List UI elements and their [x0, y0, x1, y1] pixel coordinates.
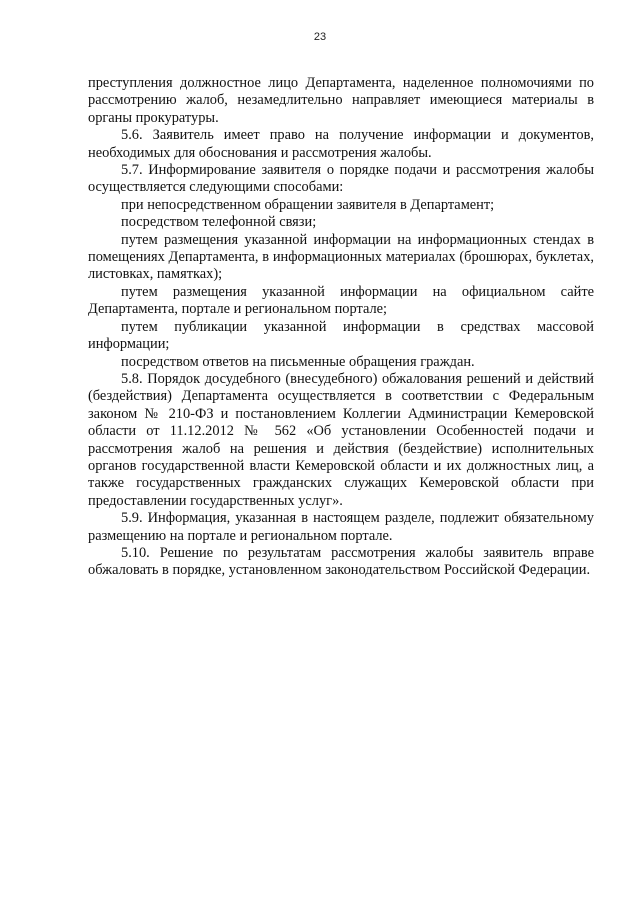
- document-body: [88, 75, 594, 580]
- list-item-direct-appeal: при непосредственном обращении заявителя в Департамент;: [121, 196, 495, 213]
- paragraph-5-6: 5.6. Заявитель имеет право на получение информации и документов, необходимых для обоснования и рассмотрения жалобы.: [88, 127, 594, 161]
- list-item-written-replies: посредством ответов на письменные обращения граждан.: [121, 353, 475, 370]
- list-item-mass-media: путем публикации указанной информации в средствах массовой информации;: [88, 318, 594, 353]
- paragraph-continuation: преступления должностное лицо Департамента, наделенное полномочиями по рассмотрению жалоб, незамедлительно направляет имеющиеся материалы в органы прокуратуры.: [88, 75, 594, 126]
- paragraph-5-7: 5.7. Информирование заявителя о порядке подачи и рассмотрения жалобы осуществляется следующими способами:: [88, 162, 594, 196]
- page-number: 23: [313, 31, 327, 43]
- paragraph-5-9: 5.9. Информация, указанная в настоящем разделе, подлежит обязательному размещению на портале и региональном портале.: [88, 510, 594, 544]
- list-item-official-site: путем размещения указанной информации на официальном сайте Департамента, портале и региональном портале;: [88, 283, 594, 318]
- list-item-info-stands: путем размещения указанной информации на информационных стендах в помещениях Департамента, в информационных материалах (брошюрах, буклетах, листовках, памятках);: [88, 231, 594, 283]
- paragraph-5-8: 5.8. Порядок досудебного (внесудебного) обжалования решений и действий (бездействия) Департамента осуществляется в соответствии с Федеральным законом № 210-ФЗ и постановлением Коллегии Администрации Кемеровской области от 11.12.2012 № 562 «Об установлении Особенностей подачи и рассмотрения жалоб на решения и действия (бездействие) исполнительных органов государственной власти Кемеровской области и их должностных лиц, а также государственных гражданских служащих Кемеровской области при предоставлении государственных услуг».: [88, 370, 594, 509]
- paragraph-5-10: 5.10. Решение по результатам рассмотрения жалобы заявитель вправе обжаловать в порядке, установленном законодательством Российской Федерации.: [88, 544, 594, 579]
- list-item-telephone: посредством телефонной связи;: [121, 214, 317, 231]
